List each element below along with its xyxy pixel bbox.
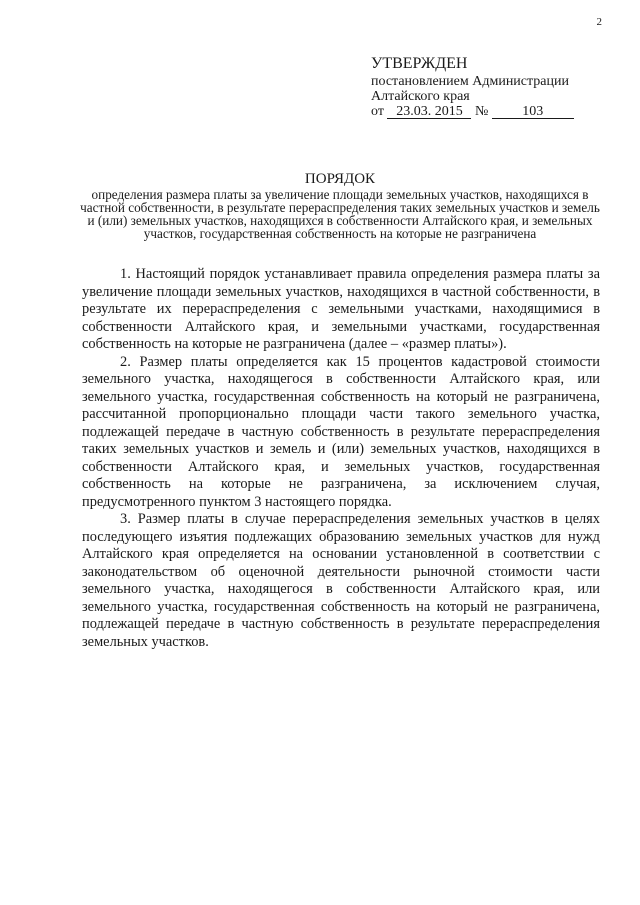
- approval-line-2: Алтайского края: [371, 89, 470, 104]
- approval-stamp: [371, 56, 611, 119]
- approval-title: УТВЕРЖДЕН: [371, 55, 468, 72]
- document-heading: [60, 172, 620, 240]
- document-subtitle: определения размера платы за увеличение площади земельных участков, находящихся в частной собственности, в результате перераспределения таких земельных участков и земель и (или) земельных участков, находящихся в собственности Алтайского края, и земельных участков, государственная собственность на которые не разграничена: [80, 187, 600, 241]
- approval-date: 23.03. 2015: [387, 105, 471, 119]
- document-title: ПОРЯДОК: [304, 171, 376, 187]
- approval-date-line: [371, 104, 611, 119]
- date-prefix: от: [371, 104, 384, 119]
- approval-line-1: постановлением Администрации: [371, 74, 569, 89]
- paragraph-1: 1. Настоящий порядок устанавливает правила определения размера платы за увеличение площади земельных участков, находящихся в частной собственности, в результате их перераспределения с земельными участками, находящимися в собственности Алтайского края, и земельными участками, государственная собственность на которые не разграничена (далее – «размер платы»).: [82, 266, 600, 352]
- paragraph-2: 2. Размер платы определяется как 15 процентов кадастровой стоимости земельного участка, находящегося в собственности Алтайского края, или земельного участка, государственная собственность на который не разграничена, рассчитанной пропорционально площади части такого земельного участка, подлежащей передаче в частную собственность в результате перераспределения таких земельных участков и земель и (или) земельных участков, находящихся в собственности Алтайского края, и земельных участков, государственная собственность на которые не разграничена, за исключением случая, предусмотренного пунктом 3 настоящего порядка.: [82, 353, 600, 510]
- paragraph-3: 3. Размер платы в случае перераспределения земельных участков в целях последующего изъятия подлежащих образованию земельных участков для нужд Алтайского края определяется на основании установленной в соответствии с законодательством об оценочной деятельности рыночной стоимости части земельного участка, находящегося в собственности Алтайского края, или земельного участка, государственная собственность на который не разграничена, подлежащей передаче в частную собственность в результате перераспределения земельных участков.: [82, 511, 600, 650]
- document-body: [82, 266, 600, 651]
- page-number: 2: [596, 16, 602, 28]
- number-prefix: №: [474, 104, 489, 119]
- approval-number: 103: [492, 105, 574, 119]
